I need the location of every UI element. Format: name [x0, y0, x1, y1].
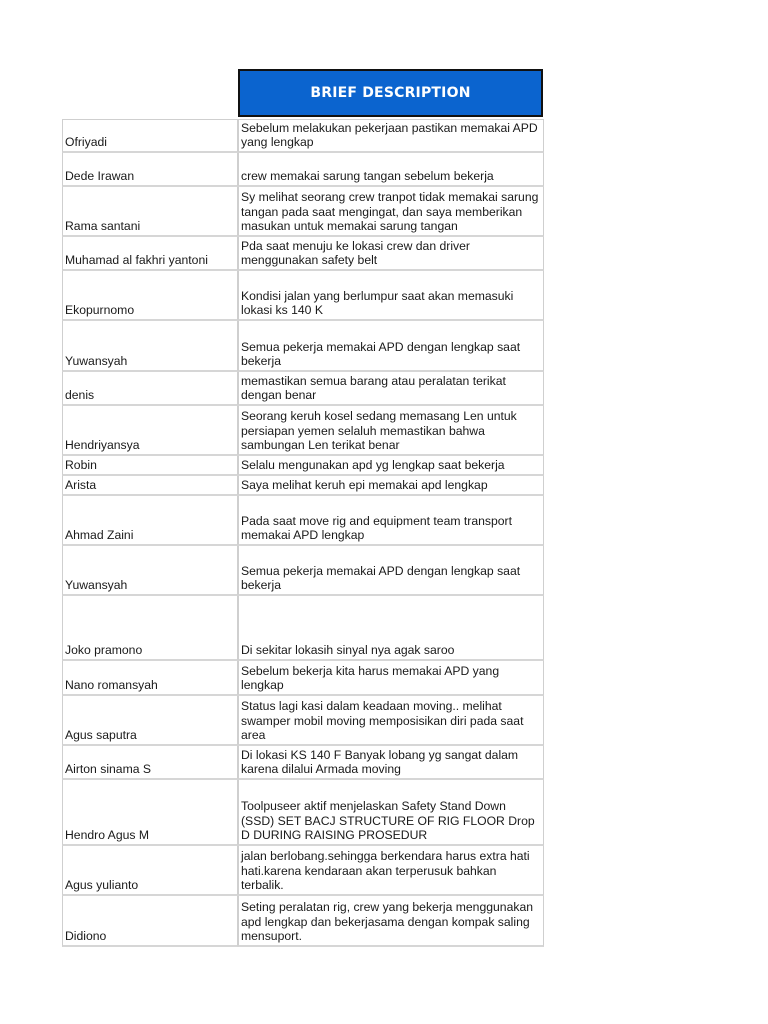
name-cell: Robin [62, 456, 238, 476]
description-cell: Selalu mengunakan apd yg lengkap saat bekerja [238, 456, 544, 476]
description-cell: Seting peralatan rig, crew yang bekerja menggunakan apd lengkap dan bekerjasama dengan kompak saling mensuport. [238, 896, 544, 947]
description-cell: Sebelum melakukan pekerjaan pastikan memakai APD yang lengkap [238, 119, 544, 153]
table-row [62, 237, 544, 271]
description-cell: Sy melihat seorang crew tranpot tidak memakai sarung tangan pada saat mengingat, dan saya memberikan masukan untuk memakai sarung tangan [238, 187, 544, 237]
description-cell: Kondisi jalan yang berlumpur saat akan memasuki lokasi ks 140 K [238, 271, 544, 321]
name-cell: Airton sinama S [62, 746, 238, 780]
table-row [62, 271, 544, 321]
table-row [62, 661, 544, 696]
table-row [62, 696, 544, 746]
description-cell: Di lokasi KS 140 F Banyak lobang yg sangat dalam karena dilalui Armada moving [238, 746, 544, 780]
name-cell: Yuwansyah [62, 546, 238, 596]
name-cell: Dede Irawan [62, 153, 238, 187]
description-cell: Semua pekerja memakai APD dengan lengkap saat bekerja [238, 546, 544, 596]
description-cell: crew memakai sarung tangan sebelum bekerja [238, 153, 544, 187]
table-row [62, 119, 544, 153]
name-cell: Agus yulianto [62, 846, 238, 896]
brief-description-header: BRIEF DESCRIPTION [238, 69, 543, 117]
name-cell: Hendriyansya [62, 406, 238, 456]
description-cell: Status lagi kasi dalam keadaan moving.. melihat swamper mobil moving memposisikan diri pada saat area [238, 696, 544, 746]
table-row [62, 596, 544, 661]
table-row [62, 476, 544, 496]
name-cell: Didiono [62, 896, 238, 947]
description-cell: Pada saat move rig and equipment team transport memakai APD lengkap [238, 496, 544, 546]
name-cell: Arista [62, 476, 238, 496]
description-cell: Semua pekerja memakai APD dengan lengkap saat bekerja [238, 321, 544, 372]
name-cell: Ekopurnomo [62, 271, 238, 321]
table-row [62, 321, 544, 372]
description-cell: Seorang keruh kosel sedang memasang Len untuk persiapan yemen selaluh memastikan bahwa sambungan Len terikat benar [238, 406, 544, 456]
table-row [62, 546, 544, 596]
table-row [62, 187, 544, 237]
name-cell: Rama santani [62, 187, 238, 237]
description-cell: jalan berlobang.sehingga berkendara harus extra hati hati.karena kendaraan akan terperusuk bahkan terbalik. [238, 846, 544, 896]
description-cell: Toolpuseer aktif menjelaskan Safety Stand Down (SSD) SET BACJ STRUCTURE OF RIG FLOOR Drop D DURING RAISING PROSEDUR [238, 780, 544, 846]
description-cell: Di sekitar lokasih sinyal nya agak saroo [238, 596, 544, 661]
description-cell: Pda saat menuju ke lokasi crew dan driver menggunakan safety belt [238, 237, 544, 271]
name-cell: Joko pramono [62, 596, 238, 661]
table-row [62, 846, 544, 896]
table-row [62, 372, 544, 406]
table-row [62, 746, 544, 780]
name-cell: Muhamad al fakhri yantoni [62, 237, 238, 271]
name-cell: Nano romansyah [62, 661, 238, 696]
name-cell: Hendro Agus M [62, 780, 238, 846]
name-cell: Agus saputra [62, 696, 238, 746]
table-row [62, 896, 544, 947]
table-row [62, 153, 544, 187]
description-cell: Saya melihat keruh epi memakai apd lengkap [238, 476, 544, 496]
table-row [62, 406, 544, 456]
description-cell: Sebelum bekerja kita harus memakai APD yang lengkap [238, 661, 544, 696]
table-row [62, 780, 544, 846]
name-cell: Ofriyadi [62, 119, 238, 153]
name-cell: Yuwansyah [62, 321, 238, 372]
table-row [62, 496, 544, 546]
name-cell: Ahmad Zaini [62, 496, 238, 546]
description-cell: memastikan semua barang atau peralatan terikat dengan benar [238, 372, 544, 406]
table-row [62, 456, 544, 476]
name-cell: denis [62, 372, 238, 406]
